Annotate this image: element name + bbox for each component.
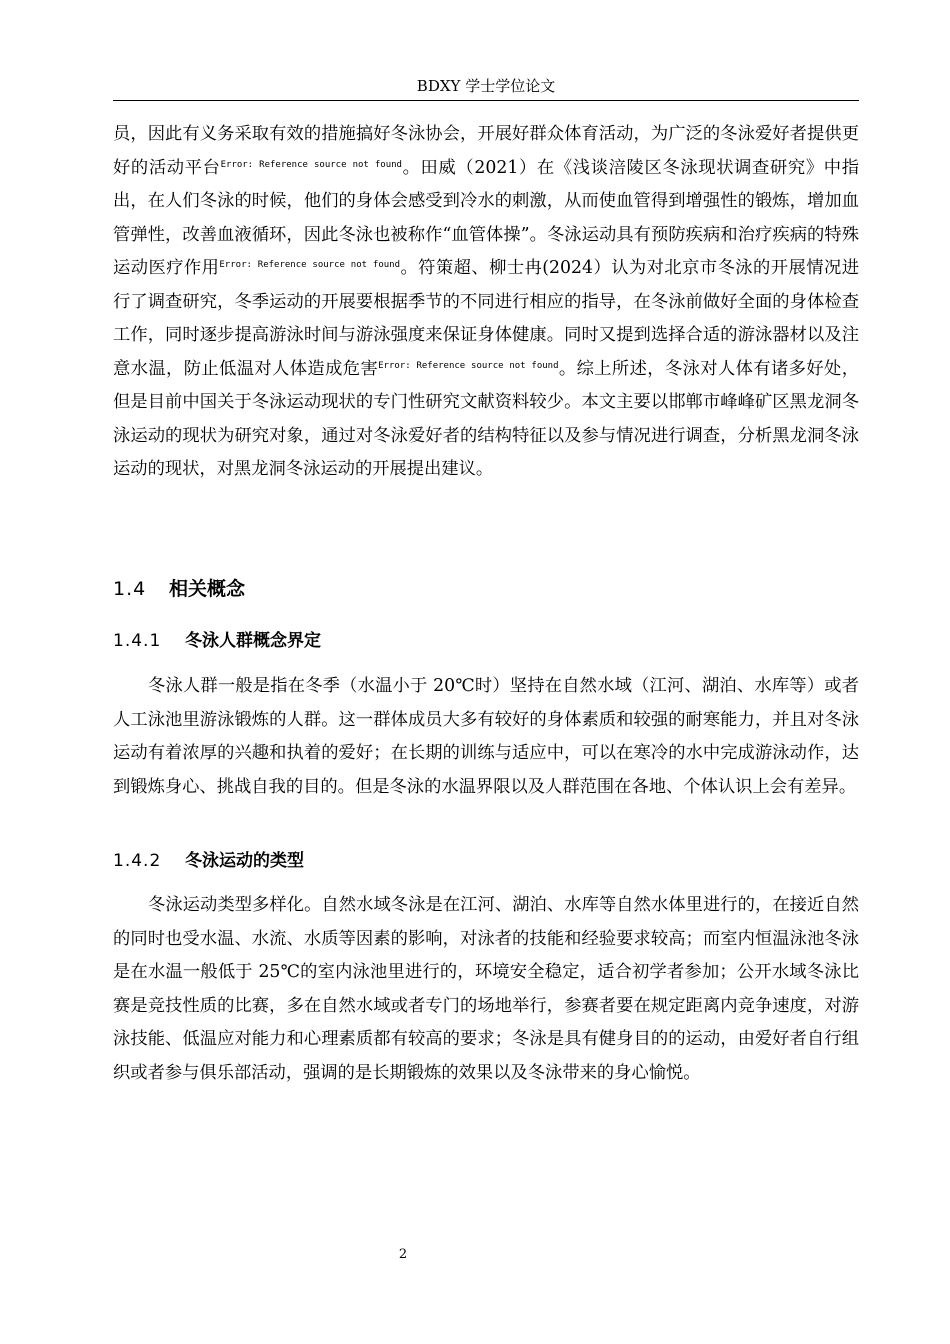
running-header	[113, 76, 859, 96]
running-header-title: BDXY 学士学位论文	[416, 77, 556, 95]
subsection-title: 冬泳运动的类型	[185, 851, 304, 871]
subsection-title: 冬泳人群概念界定	[185, 631, 321, 651]
section-heading-1-4	[113, 576, 245, 602]
section-heading-1-4-2	[113, 849, 304, 873]
citation-error-1: Error: Reference source not found	[220, 159, 402, 170]
intro-text-1: 员，因此有义务采取有效的措施搞好冬泳协会，开展好群众体育活动，为广泛的冬泳爱好者提供更好的活动平台	[113, 124, 859, 178]
section-title: 相关概念	[169, 578, 246, 600]
section-heading-1-4-1	[113, 629, 321, 653]
subsection-number: 1.4.1	[113, 631, 162, 651]
intro-paragraph	[113, 118, 859, 487]
page-number: 2	[398, 1247, 408, 1262]
header-rule	[113, 100, 859, 101]
body-paragraph-1-4-2: 冬泳运动类型多样化。自然水域冬泳是在江河、湖泊、水库等自然水体里进行的，在接近自然的同时也受水温、水流、水质等因素的影响，对泳者的技能和经验要求较高；而室内恒温泳池冬泳是在水温一般低于 25℃的室内泳池里进行的，环境安全稳定，适合初学者参加；公开水域冬泳比赛是竞技性质的比赛，多在自然水域或者专门的场地举行，参赛者要在规定距离内竞争速度，对游泳技能、低温应对能力和心理素质都有较高的要求；冬泳是具有健身目的的运动，由爱好者自行组织或者参与俱乐部活动，强调的是长期锻炼的效果以及冬泳带来的身心愉悦。	[113, 895, 859, 1083]
intro-text-2: 。田威（2021）在《浅谈涪陵区冬泳现状调查研究》中指出，在人们冬泳的时候，他们的身体会感受到冷水的刺激，从而使血管得到增强性的锻炼，增加血管弹性，改善血液循环，因此冬泳也被称作“血管体操”。冬泳运动具有预防疾病和治疗疾病的特殊运动医疗作用	[113, 157, 859, 278]
body-paragraph-1-4-1: 冬泳人群一般是指在冬季（水温小于 20℃时）坚持在自然水域（江河、湖泊、水库等）或者人工泳池里游泳锻炼的人群。这一群体成员大多有较好的身体素质和较强的耐寒能力，并且对冬泳运动有着浓厚的兴趣和执着的爱好；在长期的训练与适应中，可以在寒冷的水中完成游泳动作，达到锻炼身心、挑战自我的目的。但是冬泳的水温界限以及人群范围在各地、个体认识上会有差异。	[113, 676, 859, 797]
citation-error-2: Error: Reference source not found	[219, 260, 400, 270]
section-number: 1.4	[113, 578, 147, 600]
intro-text-4: 。综上所述，冬泳对人体有诸多好处，但是目前中国关于冬泳运动现状的专门性研究文献资料较少。本文主要以邯郸市峰峰矿区黑龙洞冬泳运动的现状为研究对象，通过对冬泳爱好者的结构特征以及参与情况进行调查，分析黑龙洞冬泳运动的现状，对黑龙洞冬泳运动的开展提出建议。	[113, 358, 859, 479]
citation-error-3: Error: Reference source not found	[378, 360, 559, 371]
intro-text-3: 。符策超、柳士冉(2024）认为对北京市冬泳的开展情况进行了调查研究，冬季运动的开展要根据季节的不同进行相应的指导，在冬泳前做好全面的身体检查工作，同时逐步提高游泳时间与游泳强度来保证身体健康。同时又提到选择合适的游泳器材以及注意水温，防止低温对人体造成危害	[113, 258, 859, 379]
subsection-number: 1.4.2	[113, 851, 162, 871]
